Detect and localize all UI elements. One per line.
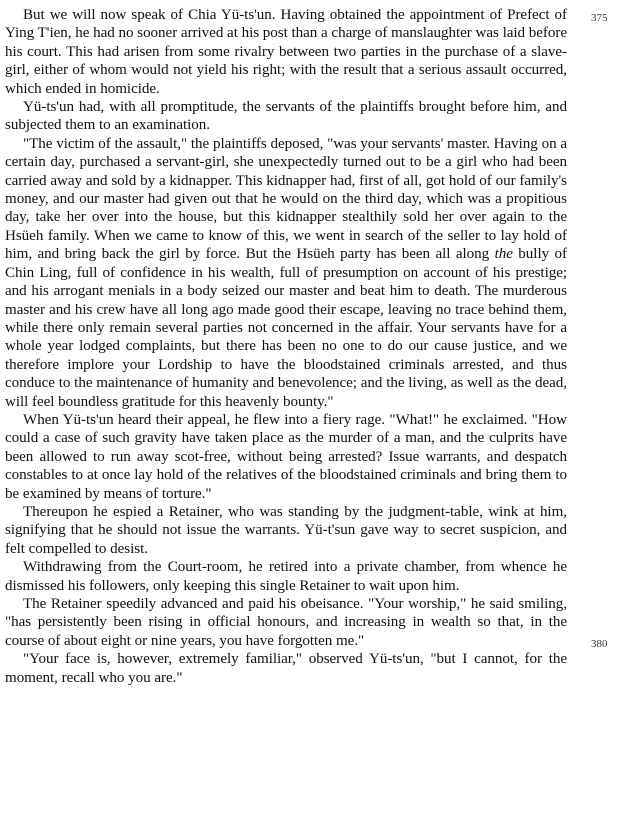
paragraph-2: Yü-ts'un had, with all promptitude, the servants of the plaintiffs brought before him, and subjected them to an examination. bbox=[5, 99, 567, 134]
paragraph-8: "Your face is, however, extremely familiar," observed Yü-ts'un, "but I cannot, for the moment, recall who you are." bbox=[5, 651, 567, 686]
paragraph-3 bbox=[5, 135, 567, 411]
paragraph-3-emphasis: the bbox=[494, 246, 513, 263]
paragraph-3-part-1: "The victim of the assault," the plaintiffs deposed, "was your servants' master. Having on a certain day, purchased a servant-girl, she unexpectedly turned out to be a girl who had been carried away and sold by a kidnapper. This kidnapper had, first of all, got hold of our family's money, and our master had given out that he would on the third day, which was a propitious day, take her over into the house, but this kidnapper stealthily sold her over again to the Hsüeh family. When we came to know of this, we went in search of the seller to lay hold of him, and bring back the girl by force. But the Hsüeh party has been all along bbox=[5, 135, 567, 263]
paragraph-5: Thereupon he espied a Retainer, who was standing by the judgment-table, wink at him, signifying that he should not issue the warrants. Yü-t'sun gave way to secret suspicion, and felt compelled to desist. bbox=[5, 503, 567, 557]
paragraph-1: But we will now speak of Chia Yü-ts'un. Having obtained the appointment of Prefect of Ying T'ien, he had no sooner arrived at his post than a charge of manslaughter was laid before his court. This had arisen from some rivalry between two parties in the purchase of a slave-girl, either of whom would not yield his right; with the result that a serious assault occurred, which ended in homicide. bbox=[5, 7, 567, 97]
paragraph-3-part-2: bully of Chin Ling, full of confidence in his wealth, full of presumption on account of his prestige; and his arrogant menials in a body seized our master and beat him to death. The murderous master and his crew have all long ago made good their escape, leaving no trace behind them, while there only remain several parties not concerned in the affair. Your servants have for a whole year lodged complaints, but there has been no one to do our cause justice, and we therefore implore your Lordship to have the bloodstained criminals arrested, and thus conduce to the maintenance of humanity and benevolence; and the living, as well as the dead, will feel boundless gratitude for this heavenly bounty." bbox=[5, 246, 567, 410]
paragraph-6: Withdrawing from the Court-room, he retired into a private chamber, from whence he dismissed his followers, only keeping this single Retainer to wait upon him. bbox=[5, 559, 567, 594]
margin-line-number-375: 375 bbox=[591, 12, 608, 24]
document-page bbox=[5, 6, 567, 687]
margin-line-number-380: 380 bbox=[591, 638, 608, 650]
paragraph-7: The Retainer speedily advanced and paid his obeisance. "Your worship," he said smiling, "has persistently been rising in official honours, and increasing in wealth so that, in the course of about eight or nine years, you have forgotten me." bbox=[5, 596, 567, 649]
paragraph-4: When Yü-ts'un heard their appeal, he flew into a fiery rage. "What!" he exclaimed. "How could a case of such gravity have taken place as the murder of a man, and the culprits have been allowed to run away scot-free, without being arrested? Issue warrants, and despatch constables to at once lay hold of the relatives of the bloodstained criminals and bring them to be examined by means of torture." bbox=[5, 411, 567, 502]
